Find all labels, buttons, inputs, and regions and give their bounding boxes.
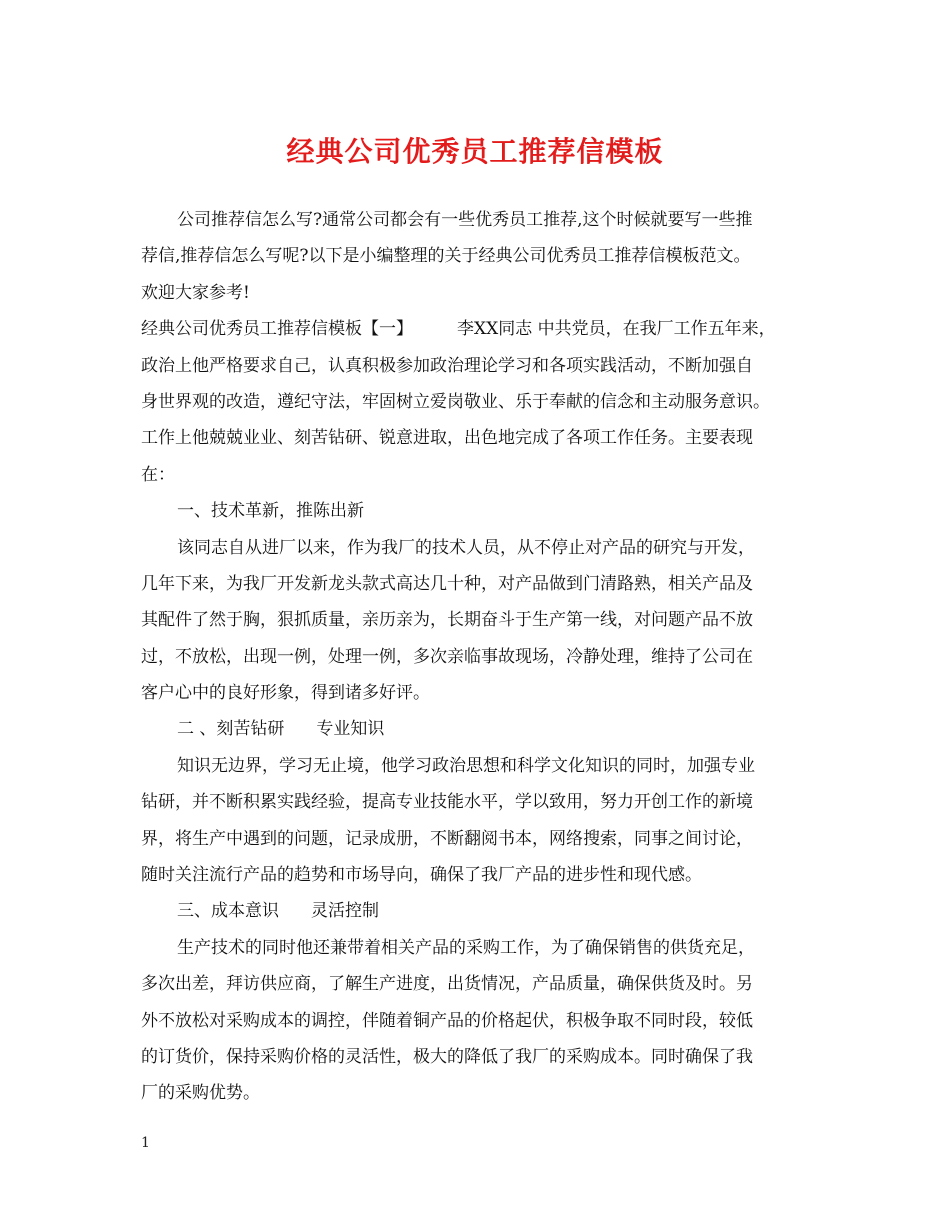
section-heading	[141, 711, 821, 747]
paragraph-line: 欢迎大家参考!	[141, 282, 250, 303]
paragraph-line: 多次出差，拜访供应商，了解生产进度，出货情况，产品质量，确保供货及时。另	[141, 974, 753, 995]
paragraph-line: 外不放松对采购成本的调控，伴随着铜产品的价格起伏，积极争取不同时段，较低	[141, 1010, 753, 1031]
paragraph-line: 公司推荐信怎么写?通常公司都会有一些优秀员工推荐,这个时候就要写一些推	[177, 210, 753, 230]
page-number: 1	[141, 1135, 150, 1151]
section-heading: 经典公司优秀员工推荐信模板【一】	[141, 319, 413, 340]
paragraph-text: 李XX同志 中共党员，在我厂工作五年来，	[457, 319, 776, 340]
paragraph-line: 的订货价，保持采购价格的灵活性，极大的降低了我厂的采购成本。同时确保了我	[141, 1046, 753, 1067]
heading-text: 灵活控制	[311, 901, 379, 922]
heading-text: 专业知识	[316, 719, 385, 740]
section-heading: 一、技术革新，推陈出新	[177, 501, 364, 522]
paragraph-line: 生产技术的同时他还兼带着相关产品的采购工作，为了确保销售的供货充足，	[177, 937, 755, 958]
paragraph-line: 在：	[141, 464, 175, 485]
paragraph-line: 界，将生产中遇到的问题，记录成册，不断翻阅书本，网络搜索，同事之间讨论，	[141, 828, 753, 849]
document-body	[141, 202, 821, 1112]
heading-text: 三、成本意识	[177, 901, 279, 922]
paragraph-line: 政治上他严格要求自己，认真积极参加政治理论学习和各项实践活动，不断加强自	[141, 355, 753, 376]
section-heading	[141, 893, 821, 929]
paragraph-line: 随时关注流行产品的趋势和市场导向，确保了我厂产品的进步性和现代感。	[141, 865, 702, 886]
paragraph-line: 几年下来，为我厂开发新龙头款式高达几十种，对产品做到门清路熟，相关产品及	[141, 573, 753, 594]
document-title: 经典公司优秀员工推荐信模板	[286, 135, 664, 168]
paragraph-line: 钻研，并不断积累实践经验，提高专业技能水平，学以致用，努力开创工作的新境	[141, 792, 753, 813]
paragraph-line: 厂的采购优势。	[141, 1083, 260, 1104]
heading-text: 二 、刻苦钻研	[177, 719, 285, 740]
paragraph-line: 其配件了然于胸，狠抓质量，亲历亲为，长期奋斗于生产第一线，对问题产品不放	[141, 610, 753, 631]
paragraph-line: 该同志自从进厂以来，作为我厂的技术人员，从不停止对产品的研究与开发，	[177, 537, 755, 558]
paragraph-line: 身世界观的改造，遵纪守法，牢固树立爱岗敬业、乐于奉献的信念和主动服务意识。	[141, 391, 770, 412]
paragraph-line: 过，不放松，出现一例，处理一例，多次亲临事故现场，冷静处理，维持了公司在	[141, 646, 753, 667]
paragraph-line: 工作上他兢兢业业、刻苦钻研、锐意进取，出色地完成了各项工作任务。主要表现	[141, 428, 753, 449]
paragraph-line	[141, 311, 821, 347]
paragraph-line: 荐信,推荐信怎么写呢?以下是小编整理的关于经典公司优秀员工推荐信模板范文。	[141, 246, 751, 267]
paragraph-line: 客户心中的良好形象，得到诸多好评。	[141, 683, 430, 704]
paragraph-line: 知识无边界，学习无止境，他学习政治思想和科学文化知识的同时，加强专业	[177, 755, 755, 776]
